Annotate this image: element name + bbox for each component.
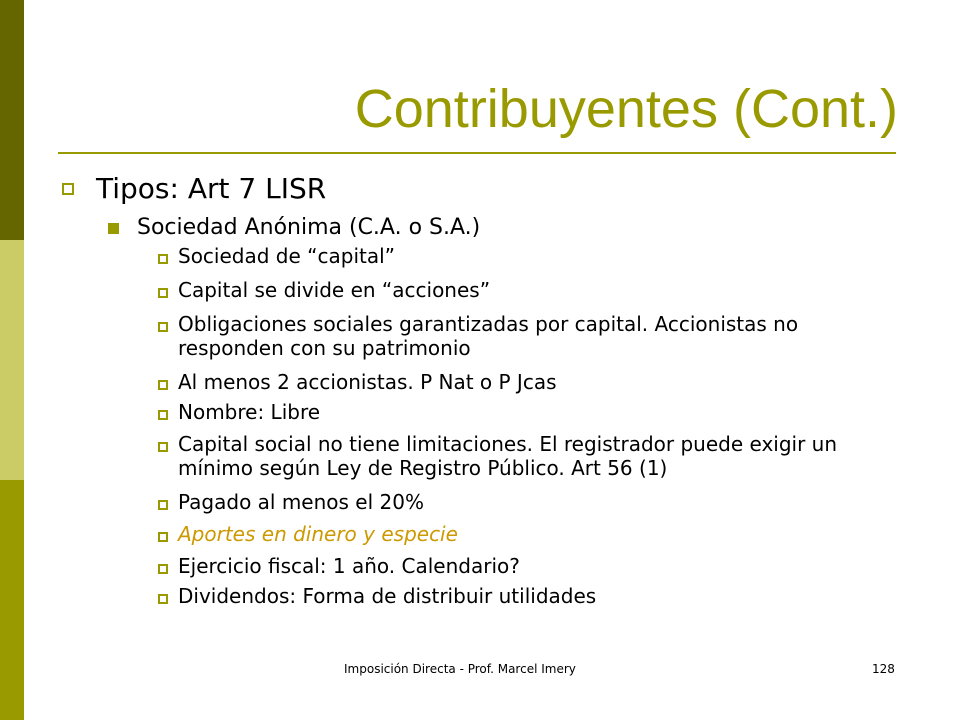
hollow-square-bullet-icon — [158, 500, 168, 510]
list-item-text: Ejercicio fiscal: 1 año. Calendario? — [178, 554, 520, 578]
hollow-square-bullet-icon — [158, 594, 168, 604]
hollow-square-bullet-icon — [158, 380, 168, 390]
list-item — [158, 554, 908, 578]
list-item — [158, 370, 908, 394]
list-item-text: Capital social no tiene limitaciones. El registrador puede exigir un mínimo según Ley de Registro Público. Art 56 (1) — [178, 432, 838, 480]
level1-bullet-item — [58, 172, 326, 206]
list-item-text: Nombre: Libre — [178, 400, 321, 424]
title-underline — [58, 152, 896, 154]
list-item-text: Al menos 2 accionistas. P Nat o P Jcas — [178, 370, 557, 394]
level2-text: Sociedad Anónima (C.A. o S.A.) — [137, 215, 481, 240]
decorative-sidebar — [0, 0, 24, 720]
list-item-text: Sociedad de “capital” — [178, 244, 396, 268]
hollow-square-bullet-icon — [158, 322, 168, 332]
list-item — [158, 584, 908, 608]
list-item — [158, 312, 908, 360]
list-item-text: Aportes en dinero y especie — [178, 522, 458, 546]
list-item-text: Obligaciones sociales garantizadas por capital. Accionistas no responden con su patrimonio — [178, 312, 799, 360]
sidebar-segment-bottom — [0, 480, 24, 720]
slide-title: Contribuyentes (Cont.) — [354, 79, 898, 139]
page-number: 128 — [872, 662, 895, 676]
sidebar-segment-top — [0, 0, 24, 240]
sidebar-segment-middle — [0, 240, 24, 480]
list-item — [158, 400, 908, 424]
hollow-square-bullet-icon — [158, 288, 168, 298]
list-item — [158, 522, 908, 546]
hollow-square-bullet-icon — [158, 532, 168, 542]
hollow-square-bullet-icon — [158, 442, 168, 452]
list-item — [158, 490, 908, 514]
list-item — [158, 278, 908, 302]
list-item-text: Pagado al menos el 20% — [178, 490, 424, 514]
hollow-square-bullet-icon — [158, 564, 168, 574]
list-item-text: Capital se divide en “acciones” — [178, 278, 491, 302]
footer-text: Imposición Directa - Prof. Marcel Imery — [344, 662, 576, 676]
level1-text: Tipos: Art 7 LISR — [96, 172, 327, 205]
hollow-square-bullet-icon — [158, 410, 168, 420]
list-item — [158, 244, 908, 268]
hollow-square-bullet-icon — [158, 254, 168, 264]
list-item-text: Dividendos: Forma de distribuir utilidades — [178, 584, 597, 608]
filled-square-bullet-icon — [108, 223, 119, 234]
list-item — [158, 432, 908, 480]
hollow-square-bullet-icon — [62, 183, 74, 195]
slide-footer — [0, 660, 960, 678]
level2-bullet-item — [108, 212, 480, 244]
